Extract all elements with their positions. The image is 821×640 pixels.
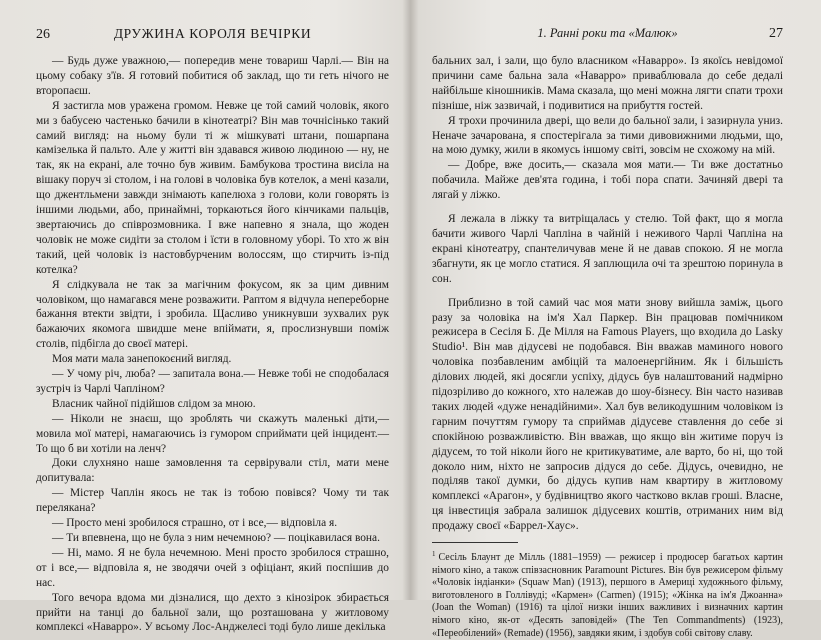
paragraph: — Добре, вже досить,— сказала моя мати.— Ти вже достатньо побачила. Майже дев'ята година, і тобі пора спати. Зачиняй двері та лягай у ліжко. xyxy=(432,159,783,202)
paragraph: — Просто мені зробилося страшно, от і все,— відповіла я. xyxy=(52,517,338,530)
paragraph: Моя мати мала занепокоєний вигляд. xyxy=(52,353,232,366)
paragraph: Я застигла мов уражена громом. Невже це той самий чоловік, якого ми з бабусею частенько бачили в кінотеатрі? Він мав точнісінько такий самий вигляд: на ньому були ті ж мішкуваті штани, пошарпана камізелька й пальто. Але у житті він здавався живою людиною — ну, не так, як на екрані, але точно був живим. Бамбукова тростина висіла на вішаку поруч зі столом, і на голові в чоловіка був котелок, а мені казали, що джентльмени завжди знімають капелюха з голови, коли говорять із іншими людьми, або, принаймні, торкаються його кінчиками пальців, звертаючись до співрозмовника. І вже напевно я знала, що жоден чоловік не може сидіти за столом і їсти в головному уборі. То хто ж він такий, цей чоловік із настовбурченим волоссям, що стирчить із-під котелка? xyxy=(36,99,389,276)
footnote-text: Сесіль Блаунт де Мілль (1881–1959) — режисер і продюсер багатьох картин німого кіно, а також співзасновник Paramount Pictures. Він був режисером фільму «Чоловік індіанки» (Squaw Man) (1913), першого в Америці художнього фільму, виготовленого в Голлівуді; «Кармен» (Carmen) (1915); «Жінка на ім'я Джоанна» (Joan the Woman) (1916) та цілої низки інших важливих і визначних картин німого кіно, як-от «Десять заповідей» (The Ten Commandments) (1923), «Переобілений» (Remade) (1956), завдяки яким, і здобув собі світову славу. xyxy=(432,552,783,639)
right-page-header xyxy=(432,26,783,44)
paragraph: бальних зал, і зали, що було власником «Наварро». Із якоїсь невідомої причини саме бальна зала «Наварро» приваблювала до себе дедалі найбільше кіношників. Мама сказала, що мені можна лягти спати трохи пізніше, ніж зазвичай, і подивитися на прибуття гостей. xyxy=(432,55,783,112)
footnote-marker: 1 xyxy=(432,550,436,559)
right-page-body xyxy=(432,54,783,534)
running-title-left: ДРУЖИНА КОРОЛЯ ВЕЧІРКИ xyxy=(113,26,312,41)
paragraph: — Ні, мамо. Я не була нечемною. Мені просто зробилося страшно, от і все,— відповіла я, не зводячи очей з офіціант, який поспішив до нас. xyxy=(36,546,389,589)
footnote xyxy=(432,548,783,640)
paragraph: — Ти впевнена, що не була з ним нечемною? — поцікавилася вона. xyxy=(52,532,380,544)
running-title-right: 1. Ранні роки та «Малюк» xyxy=(537,26,678,40)
footnote-block xyxy=(432,548,783,640)
paragraph: — У чому річ, люба? — запитала вона.— Невже тобі не сподобалася зустріч із Чарлі Чапліном? xyxy=(36,368,389,395)
left-page xyxy=(0,0,405,634)
paragraph: — Ніколи не знаєш, що зроблять чи скажуть маленькі діти,— мовила мої матері, намагаючись із гумором сприймати цей інцидент.— То що б ви хотіли на ленч? xyxy=(36,412,389,455)
right-page xyxy=(416,0,821,639)
page-number-left: 26 xyxy=(36,27,50,42)
paragraph: Того вечора вдома ми дізналися, що дехто з кінозірок збирається прийти на танці до бальної зали, що розташована у житловому комплексі «Наварро». У всьому Лос-Анджелесі тоді було лише декілька xyxy=(36,591,389,634)
paragraph: Я слідкувала не так за магічним фокусом, як за цим дивним чоловіком, що намагався мене розважити. Раптом я відчула непереборне бажання втекти звідти, і зробила. Щасливо уникнувши зухвалих рук бажаючих якомога швидше мене впіймати, я, прослизнувши поміж столів, підбігла до своєї матері. xyxy=(36,278,389,351)
left-page-header xyxy=(36,26,389,44)
left-page-body xyxy=(36,54,389,635)
page-number-right: 27 xyxy=(768,26,783,41)
footnote-divider xyxy=(432,542,518,543)
paragraph: Приблизно в той самий час моя мати знову вийшла заміж, цього разу за чоловіка на ім'я Хал Паркер. Він працював помічником режисера в Сесіля Б. Де Мілля на Famous Players, що входила до Lasky Studio¹. Він мав дідусеві не подобався. Він вважав маминого нового чоловіка позбавленим амбіцій та малоенергійним. Як і більшість ділових людей, які досягли успіху, дідусь був налаштований надмірно підозріливо до кожного, хто належав до шоу-бізнесу. Він часто називав таких людей «дуже ненадійними». Хал був великодушним чоловіком із гарним почуттям гумору та сприймав дідусеве ставлення до себе зі спокійною розважливістю. Він вважав, що якщо він житиме поруч із дідусем, то той ніколи його не критикуватиме, але варто, бо ні, що той доколо ним, ніхто не запросив дідуся до себе. Дідусь, очевидно, не поділяв такої думки, бо дідусь купив нам квартиру в житловому комплексі «Арагон», у будівництво якого частково вклав гроші. Власне, ця інвестиція забрала залишок дідусевих коштів, отриманих ним від продажу своєї «Баррел-Хаус». xyxy=(432,296,783,533)
paragraph: — Містер Чаплін якось не так із тобою повівся? Чому ти так перелякана? xyxy=(36,487,389,515)
paragraph: Власник чайної підійшов слідом за мною. xyxy=(52,397,256,410)
paragraph: — Будь дуже уважною,— попередив мене товариш Чарлі.— Він на цьому собаку з'їв. Я готовий побитися об заклад, що ти геть нічого не второпаєш. xyxy=(36,55,389,97)
paragraph: Я лежала в ліжку та витріщалась у стелю. Той факт, що я могла бачити живого Чарлі Чапліна в чайній і неживого Чарлі Чапліна на екрані кінотеатру, спантеличував мене й не давав спокою. Я не могла збагнути, як це могло статися. Я заплющила очі та зрештою поринула в сон. xyxy=(432,213,783,285)
paragraph: Я трохи прочинила двері, що вели до бальної зали, і зазирнула униз. Неначе зачарована, я спостерігала за тими дивовижними людьми, що, на мою думку, жили в якомусь іншому світі, зовсім не схожому на мій. xyxy=(432,114,783,157)
paragraph: Доки слухняно наше замовлення та сервірували стіл, мати мене допитувала: xyxy=(36,457,389,485)
